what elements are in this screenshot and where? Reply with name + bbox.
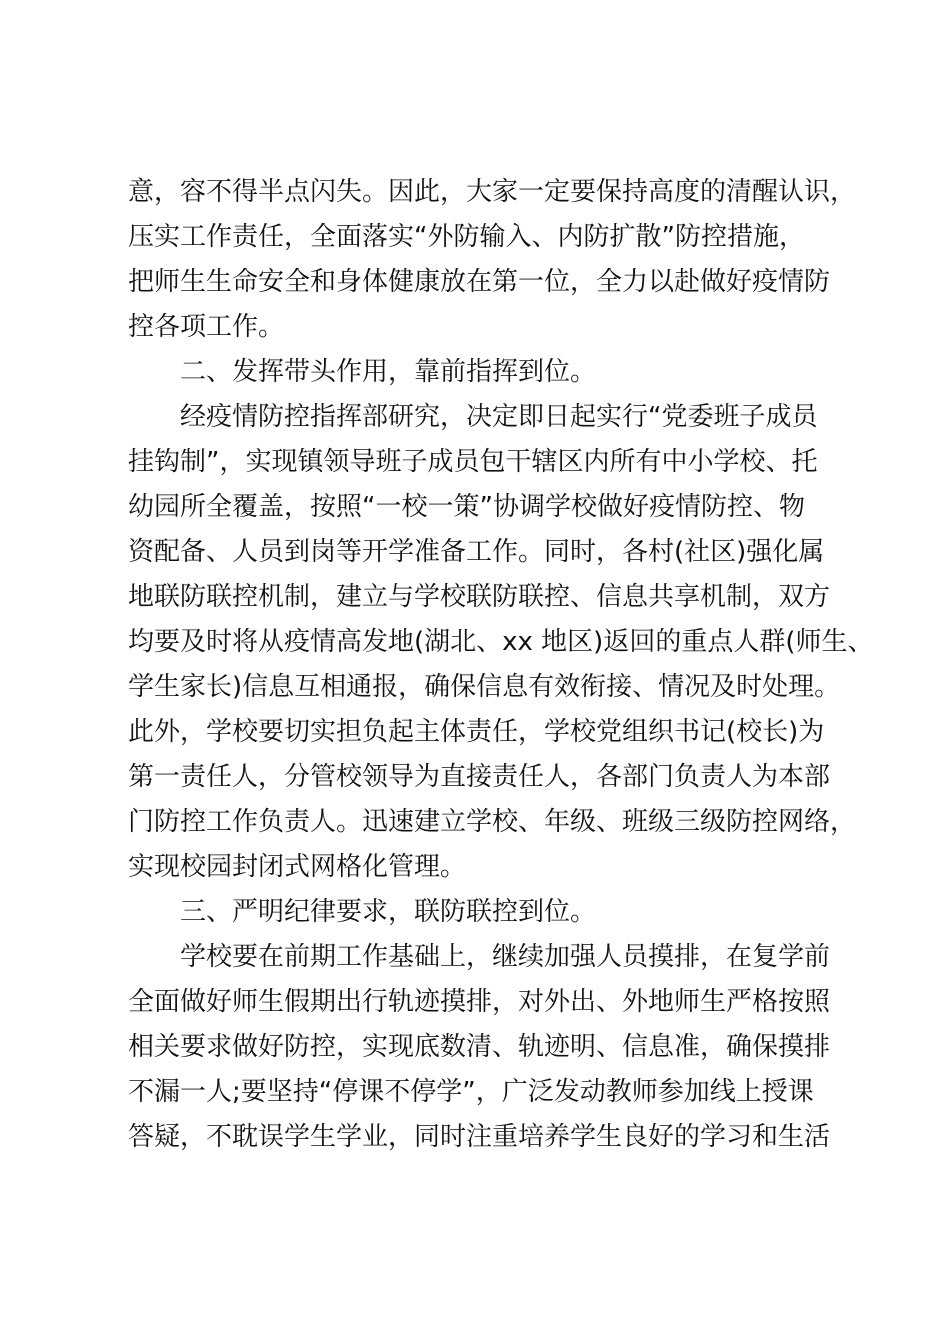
text-line: 把师生生命安全和身体健康放在第一位，全力以赴做好疫情防 xyxy=(128,267,831,297)
text-line: 压实工作责任，全面落实“外防输入、内防扩散”防控措施， xyxy=(128,222,805,252)
body-text xyxy=(128,170,874,1160)
text-line: 答疑，不耽误学生学业，同时注重培养学生良好的学习和生活 xyxy=(128,1122,831,1152)
text-line: 资配备、人员到岗等开学准备工作。同时，各村(社区)强化属 xyxy=(128,537,825,567)
text-line: 第一责任人，分管校领导为直接责任人，各部门负责人为本部 xyxy=(128,762,831,792)
text-line: 控各项工作。 xyxy=(128,312,285,342)
text-line: 相关要求做好防控，实现底数清、轨迹明、信息准，确保摸排 xyxy=(128,1032,831,1062)
text-line: 均要及时将从疫情高发地(湖北、xx 地区)返回的重点人群(师生、 xyxy=(128,627,874,657)
text-line: 意，容不得半点闪失。因此，大家一定要保持高度的清醒认识， xyxy=(128,177,857,207)
section-heading: 三、严明纪律要求，联防联控到位。 xyxy=(180,897,597,927)
section-heading: 二、发挥带头作用，靠前指挥到位。 xyxy=(180,357,597,387)
text-line: 经疫情防控指挥部研究，决定即日起实行“党委班子成员 xyxy=(180,402,818,432)
text-line: 地联防联控机制，建立与学校联防联控、信息共享机制，双方 xyxy=(128,582,831,612)
text-line: 幼园所全覆盖，按照“一校一策”协调学校做好疫情防控、物 xyxy=(128,492,805,522)
text-line: 不漏一人;要坚持“停课不停学”，广泛发动教师参加线上授课 xyxy=(128,1077,814,1107)
text-line: 全面做好师生假期出行轨迹摸排，对外出、外地师生严格按照 xyxy=(128,987,831,1017)
text-line: 实现校园封闭式网格化管理。 xyxy=(128,852,467,882)
text-line: 门防控工作负责人。迅速建立学校、年级、班级三级防控网络， xyxy=(128,807,857,837)
text-line: 此外，学校要切实担负起主体责任，学校党组织书记(校长)为 xyxy=(128,717,825,747)
text-line: 学校要在前期工作基础上，继续加强人员摸排，在复学前 xyxy=(180,942,831,972)
text-line: 挂钩制”，实现镇领导班子成员包干辖区内所有中小学校、托 xyxy=(128,447,818,477)
text-line: 学生家长)信息互相通报，确保信息有效衔接、情况及时处理。 xyxy=(128,672,841,702)
